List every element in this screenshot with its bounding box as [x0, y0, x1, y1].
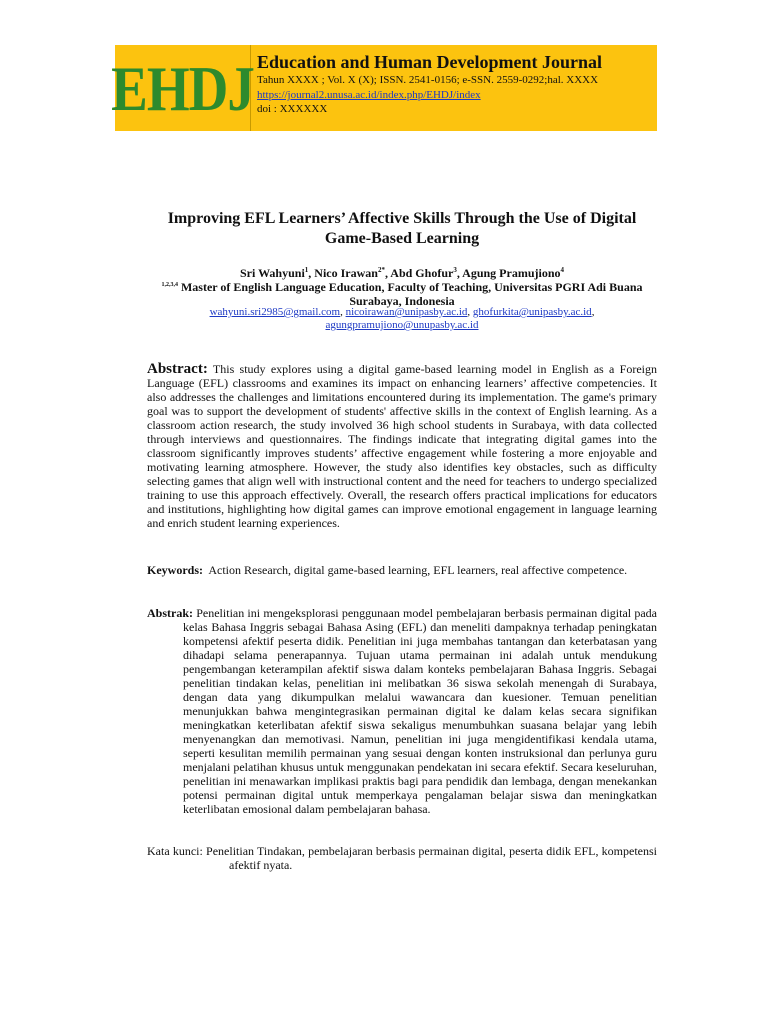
- abstrak-label: Abstrak:: [147, 606, 194, 620]
- email-link[interactable]: wahyuni.sri2985@gmail.com: [209, 306, 341, 318]
- keywords-text: Action Research, digital game-based learning, EFL learners, real affective competence.: [208, 563, 628, 577]
- email-link[interactable]: ghofurkita@unipasby.ac.id: [472, 306, 592, 318]
- journal-logo: [111, 45, 254, 131]
- logo-text: EHDJ: [111, 52, 254, 124]
- abstract-text: This study explores using a digital game-based learning model in English as a Foreign Language (EFL) classrooms and examines its impact on enhancing learners’ affective competencies. It also addresses the challenges and limitations encountered during its implementation. The game's primary goal was to support the development of students' affective skills in the context of English learning. As a classroom action research, the study involved 36 high school students in Surabaya, with data collected through interviews and questionnaires. The findings indicate that integrating digital games into the classroom significantly improves students’ affective engagement while fostering a more enjoyable and motivating learning atmosphere. However, the study also identifies key obstacles, such as difficulty selecting games that align well with instructional content and the need for teachers to undergo specialized training to use this approach effectively. Overall, the research offers practical implications for educators and institutions, highlighting how digital games can improve emotional engagement in language learning and enrich student learning experiences.: [147, 362, 657, 530]
- journal-url-link[interactable]: https://journal2.unusa.ac.id/index.php/EHDJ/index: [257, 89, 481, 101]
- author-name: Sri Wahyuni: [239, 266, 305, 280]
- abstrak-text: Penelitian ini mengeksplorasi penggunaan model pembelajaran berbasis permainan digital pada kelas Bahasa Inggris sebagai Bahasa Asing (EFL) dan meneliti dampaknya terhadap peningkatan kompetensi afektif peserta didik. Penelitian ini juga membahas tantangan dan keterbatasan yang dihadapi selama penerapannya. Tujuan utama permainan ini adalah untuk mendukung pengembangan keterampilan afektif siswa dalam konteks pembelajaran Bahasa Inggris. Sebagai penelitian tindakan kelas, penelitian ini melibatkan 36 siswa sekolah menengah di Surabaya, dengan data yang dikumpulkan melalui wawancara dan kuesioner. Temuan penelitian menunjukkan bahwa mengintegrasikan permainan digital ke dalam kelas secara signifikan meningkatkan keterlibatan afektif siswa sekaligus menumbuhkan suasana belajar yang lebih menyenangkan dan memotivasi. Namun, penelitian ini juga mengidentifikasi kendala utama, seperti kesulitan memilih permainan yang sesuai dengan konten instruksional dan perlunya guru menjalani pelatihan khusus untuk menggunakan pendekatan ini secara efektif. Secara keseluruhan, penelitian ini menawarkan implikasi praktis bagi para pendidik dan lembaga, dengan menekankan potensi permainan digital untuk memperkaya pengalaman belajar siswa dan meningkatkan keterlibatan emosional dalam pembelajaran bahasa.: [183, 606, 658, 816]
- banner-info: [251, 45, 602, 131]
- katakunci-text: Penelitian Tindakan, pembelajaran berbasis permainan digital, peserta didik EFL, kompetensi afektif nyata.: [206, 844, 657, 872]
- author-sup: 2*: [377, 266, 385, 274]
- author-name: Nico Irawan: [314, 266, 378, 280]
- abstract-section: [147, 362, 657, 530]
- abstract-label: Abstract:: [147, 361, 208, 377]
- affiliation-sup: 1,2,3,4: [161, 282, 178, 288]
- author-name: Agung Pramujiono: [462, 266, 561, 280]
- issue-line: Tahun XXXX ; Vol. X (X); ISSN. 2541-0156; e-SSN. 2559-0292;hal. XXXX: [257, 74, 599, 86]
- email-list: wahyuni.sri2985@gmail.com, nicoirawan@unipasby.ac.id, ghofurkita@unipasby.ac.id, agungpramujiono@unupasby.ac.id: [209, 306, 595, 331]
- doi-line: doi : XXXXXX: [257, 103, 328, 115]
- keywords-section: [147, 563, 657, 577]
- journal-name: Education and Human Development Journal: [257, 52, 603, 72]
- author-sup: 4: [560, 266, 565, 274]
- katakunci-label: Kata kunci:: [147, 844, 203, 858]
- email-link[interactable]: nicoirawan@unipasby.ac.id: [345, 306, 468, 318]
- journal-banner: [111, 45, 657, 131]
- katakunci-section: [147, 844, 657, 872]
- author-sup: 1: [304, 266, 309, 274]
- paper-title: Improving EFL Learners’ Affective Skills Through the Use of Digital Game-Based Learning: [167, 210, 637, 247]
- keywords-label: Keywords:: [147, 563, 203, 577]
- email-link[interactable]: agungpramujiono@unupasby.ac.id: [325, 319, 479, 331]
- affiliation: [147, 278, 657, 308]
- author-sup: 3: [453, 266, 457, 274]
- author-list: Sri Wahyuni$^1$, Nico Irawan$^{2*}$, Abd Ghofur$^3$, Agung Pramujiono$^4$: [239, 266, 565, 280]
- author-name: Abd Ghofur: [390, 266, 454, 280]
- affiliation-text: Master of English Language Education, Faculty of Teaching, Universitas PGRI Adi Buana Surabaya, Indonesia: [180, 280, 643, 308]
- abstrak-section: [147, 606, 657, 816]
